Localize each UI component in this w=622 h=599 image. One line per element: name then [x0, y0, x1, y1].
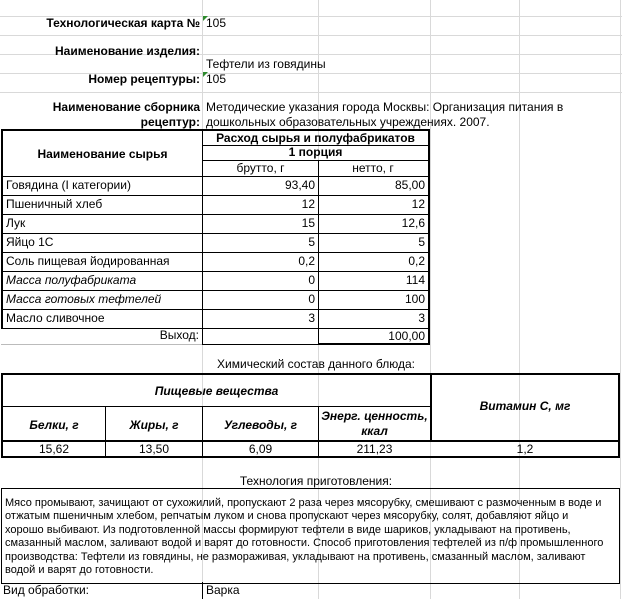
ingredient-brutto-cell[interactable]	[202, 271, 319, 291]
ingredient-name-cell[interactable]	[1, 233, 203, 253]
ingredient-netto-cell[interactable]	[318, 195, 430, 215]
ingredient-name: Масса готовых тефтелей	[6, 292, 162, 306]
technology-text	[5, 497, 603, 577]
brutto-header: брутто, г	[236, 161, 285, 175]
protein-value[interactable]: 15,62	[38, 442, 70, 456]
vitamin-c-value[interactable]: 1,2	[516, 442, 534, 456]
fat-header: Жиры, г	[129, 418, 179, 432]
ingredient-brutto-cell[interactable]	[202, 309, 319, 329]
recipe-number-label: Номер рецептуры:	[88, 72, 200, 86]
product-name-value[interactable]: Тефтели из говядины	[206, 57, 326, 71]
portion-header-cell	[202, 145, 430, 161]
technology-text-cell[interactable]	[1, 488, 620, 584]
vitamin-c-header: Витамин С, мг	[479, 399, 571, 413]
ingredient-netto-cell[interactable]	[318, 271, 430, 291]
ingredient-brutto-cell[interactable]	[202, 252, 319, 272]
ingredient-name-cell[interactable]	[1, 290, 203, 310]
ingredient-netto: 85,00	[394, 178, 425, 192]
yield-empty-cell[interactable]	[202, 328, 319, 345]
technology-text-line: смазанный маслом, заливают водой и варят до готовности. Способ приготовления тефтелей из п/ф промышленного	[5, 537, 604, 550]
card-number-label: Технологическая карта №	[46, 16, 200, 30]
ingredient-netto: 3	[418, 311, 425, 325]
netto-header-cell	[318, 160, 430, 177]
ingredient-brutto-cell[interactable]	[202, 214, 319, 234]
nutrients-header: Пищевые вещества	[154, 384, 279, 398]
ingredient-netto: 0,2	[408, 254, 425, 268]
ingredient-name-cell[interactable]	[1, 195, 203, 215]
ingredient-name: Пшеничный хлеб	[6, 197, 103, 211]
product-name-label: Наименование изделия:	[54, 44, 200, 58]
ingredient-netto: 12	[411, 197, 425, 211]
carbs-header: Углеводы, г	[223, 418, 298, 432]
yield-value-cell[interactable]	[318, 328, 430, 345]
ingredient-name-cell[interactable]	[1, 309, 203, 329]
ingredient-netto-cell[interactable]	[318, 176, 430, 196]
ingredient-name-header: Наименование сырья	[37, 147, 168, 161]
yield-label: Выход:	[159, 328, 199, 342]
ingredient-brutto: 15	[301, 216, 315, 230]
technology-text-line: производства: Тефтели из говядины, не размораживая, укладывают на противень, смазанный маслом, заливают	[5, 550, 586, 563]
yield-label-cell	[1, 328, 203, 345]
method-value: Варка	[206, 583, 240, 597]
ingredient-brutto: 5	[308, 235, 315, 249]
ingredient-name-cell[interactable]	[1, 252, 203, 272]
protein-header: Белки, г	[29, 418, 79, 432]
ingredient-name: Лук	[6, 216, 26, 230]
technology-text-line: водой и варят до готовности.	[5, 564, 154, 577]
technology-title: Технология приготовления:	[239, 474, 393, 488]
collection-label-line2: рецептур:	[140, 115, 200, 129]
ingredient-brutto: 93,40	[284, 178, 315, 192]
technology-text-line: хорошо выбивают. Из подготовленной массы формируют тефтели в виде шариков, укладывают на противень,	[5, 523, 571, 536]
card-number-value[interactable]: 105	[206, 16, 227, 30]
ingredient-netto: 114	[405, 273, 425, 287]
technology-text-line: отжатым пшеничным хлебом, репчатым луком и снова пропускают через мясорубку, солят, добавляют яйцо и	[5, 510, 569, 523]
chemistry-title: Химический состав данного блюда:	[217, 357, 415, 371]
ingredient-brutto: 12	[301, 197, 315, 211]
ingredient-brutto-cell[interactable]	[202, 290, 319, 310]
ingredient-brutto: 0,2	[298, 254, 315, 268]
ingredient-name: Масса полуфабриката	[6, 273, 137, 287]
ingredient-brutto-cell[interactable]	[202, 233, 319, 253]
energy-header-line1: Энерг. ценность,	[321, 409, 428, 423]
ingredient-name: Соль пищевая йодированная	[6, 254, 170, 268]
ingredient-netto: 12,6	[401, 216, 425, 230]
ingredient-netto: 5	[418, 235, 425, 249]
energy-header-line2: ккал	[361, 424, 388, 438]
yield-value: 100,00	[388, 329, 425, 343]
ingredient-brutto: 0	[308, 273, 315, 287]
consumption-header: Расход сырья и полуфабрикатов	[216, 131, 415, 145]
carbs-value[interactable]: 6,09	[248, 442, 273, 456]
ingredient-netto-cell[interactable]	[318, 252, 430, 272]
ingredient-netto: 100	[404, 292, 425, 306]
ingredient-name: Масло сливочное	[6, 311, 105, 325]
ingredient-brutto-cell[interactable]	[202, 195, 319, 215]
ingredient-name: Яйцо 1С	[6, 235, 54, 249]
ingredient-brutto: 3	[308, 311, 315, 325]
recipe-number-value[interactable]: 105	[206, 72, 227, 86]
collection-value-line1[interactable]: Методические указания города Москвы: Организация питания в	[206, 100, 564, 114]
consumption-header-cell	[202, 129, 430, 146]
ingredient-name-cell[interactable]	[1, 176, 203, 196]
ingredient-brutto: 0	[308, 292, 315, 306]
ingredient-netto-cell[interactable]	[318, 233, 430, 253]
energy-value[interactable]: 211,23	[356, 442, 393, 456]
brutto-header-cell	[202, 160, 319, 177]
collection-label-line1: Наименование сборника	[52, 100, 200, 114]
collection-value-line2[interactable]: дошкольных образовательных учреждениях. 2007.	[206, 115, 490, 129]
ingredient-netto-cell[interactable]	[318, 290, 430, 310]
technology-text-line: Мясо промывают, зачищают от сухожилий, пропускают 2 раза через мясорубку, смешивают с размоченным в воде и	[5, 497, 602, 509]
ingredient-name-cell[interactable]	[1, 214, 203, 234]
netto-header: нетто, г	[352, 161, 394, 175]
ingredient-netto-cell[interactable]	[318, 214, 430, 234]
ingredient-name-cell[interactable]	[1, 271, 203, 291]
fat-value[interactable]: 13,50	[138, 442, 170, 456]
ingredient-name: Говядина (I категории)	[6, 178, 131, 192]
method-value-cell[interactable]	[202, 582, 620, 599]
method-label: Вид обработки:	[3, 583, 90, 597]
ingredient-name-header-cell	[1, 129, 203, 177]
ingredient-brutto-cell[interactable]	[202, 176, 319, 196]
portion-header: 1 порция	[288, 145, 343, 159]
ingredient-netto-cell[interactable]	[318, 309, 430, 329]
